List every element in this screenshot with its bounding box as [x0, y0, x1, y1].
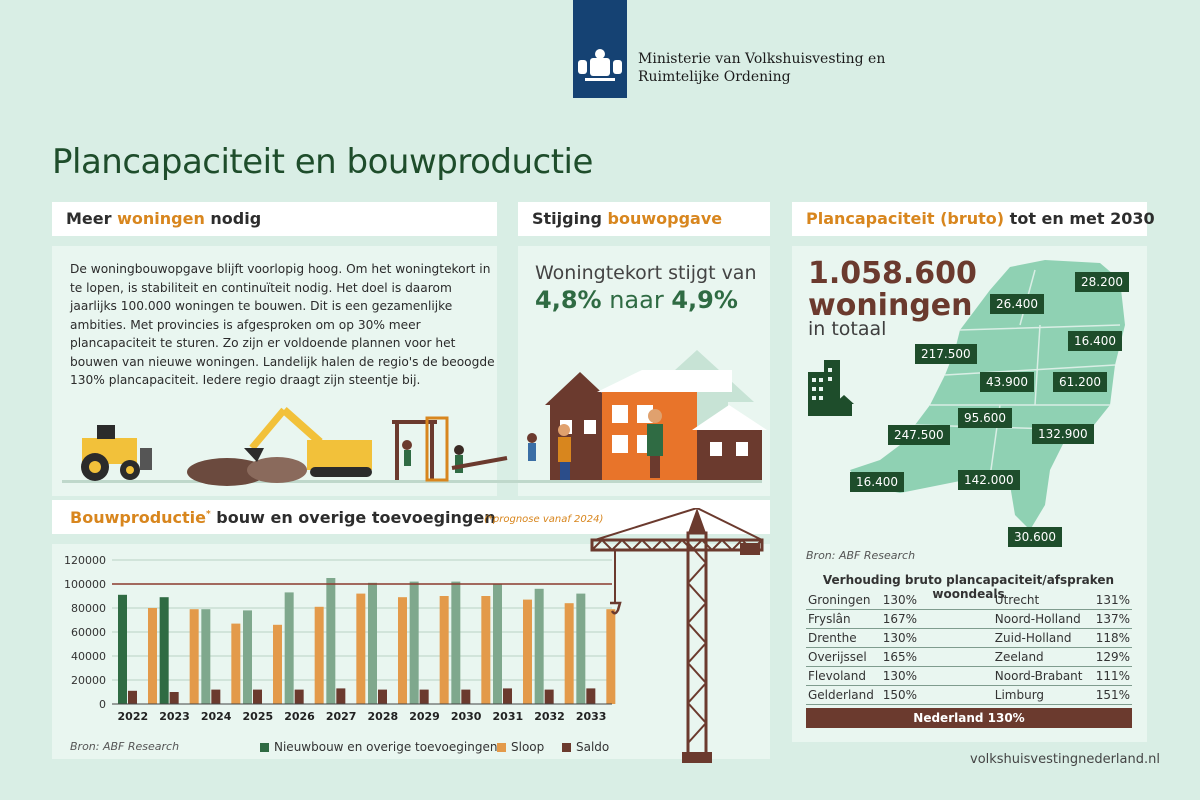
- title-text: nodig: [204, 209, 262, 228]
- bar-saldo: [211, 690, 220, 704]
- province-name: Limburg: [993, 686, 1091, 705]
- bar-sloop: [440, 596, 449, 704]
- x-tick-label: 2025: [242, 710, 274, 723]
- bar-saldo: [503, 688, 512, 704]
- title-text: tot en met 2030: [1004, 209, 1155, 228]
- bar-saldo: [336, 688, 345, 704]
- map-label-noord-brabant: 142.000: [958, 470, 1020, 490]
- page-title: Plancapaciteit en bouwproductie: [52, 142, 593, 182]
- map-label-overijssel: 61.200: [1053, 372, 1107, 392]
- bar-nieuwbouw: [160, 597, 169, 704]
- tractor-icon: [81, 425, 152, 481]
- province-ratio: 151%: [1091, 686, 1132, 705]
- bar-saldo: [378, 690, 387, 704]
- x-tick-label: 2030: [450, 710, 482, 723]
- trend-from: 4,8%: [535, 286, 602, 314]
- province-ratio: 130%: [881, 591, 993, 610]
- x-tick-label: 2033: [575, 710, 607, 723]
- bar-nieuwbouw: [118, 595, 127, 704]
- x-tick-label: 2022: [117, 710, 149, 723]
- province-name: Fryslân: [806, 610, 881, 629]
- government-logo: [573, 0, 627, 98]
- y-tick-label: 100000: [64, 578, 106, 591]
- province-name: Gelderland: [806, 686, 881, 705]
- province-ratio: 118%: [1091, 629, 1132, 648]
- province-ratio: 111%: [1091, 667, 1132, 686]
- section-title-bouwopgave: [518, 202, 770, 236]
- x-tick-label: 2027: [325, 710, 357, 723]
- ratio-table-title: Verhouding bruto plancapaciteit/afspraken woondeals: [822, 573, 1115, 601]
- province-name: Utrecht: [993, 591, 1091, 610]
- province-name: Drenthe: [806, 629, 881, 648]
- ratio-row: [806, 591, 1132, 610]
- province-ratio: 129%: [1091, 648, 1132, 667]
- trend-text: Woningtekort stijgt van: [535, 262, 757, 284]
- coat-of-arms-icon: [573, 0, 627, 98]
- trend-naar: naar: [609, 286, 664, 314]
- title-text: Meer: [66, 209, 118, 228]
- province-ratio: 137%: [1091, 610, 1132, 629]
- map-label-zuid-holland: 247.500: [888, 425, 950, 445]
- ministry-line-1: Ministerie van Volkshuisvesting en: [638, 51, 886, 67]
- bar-sloop: [190, 609, 199, 704]
- legend-item-nieuwbouw: [260, 740, 497, 754]
- footer-url[interactable]: volkshuisvestingnederland.nl: [970, 752, 1160, 767]
- y-tick-label: 120000: [64, 554, 106, 567]
- bouwproductie-chart: [52, 544, 632, 732]
- x-tick-label: 2026: [284, 710, 315, 723]
- province-name: Overijssel: [806, 648, 881, 667]
- x-tick-label: 2029: [409, 710, 440, 723]
- legend-item-sloop: [497, 740, 544, 754]
- bar-nieuwbouw: [410, 582, 419, 704]
- total-number: 1.058.600: [808, 256, 977, 291]
- ministry-name: [638, 50, 885, 86]
- bar-nieuwbouw: [285, 592, 294, 704]
- ratio-row: [806, 686, 1132, 705]
- total-unit: woningen: [808, 288, 973, 323]
- title-text: bouw en overige toevoegingen: [210, 508, 496, 527]
- province-ratio: 130%: [881, 629, 993, 648]
- bar-sloop: [315, 607, 324, 704]
- bar-saldo: [545, 690, 554, 704]
- map-label-drenthe: 16.400: [1068, 331, 1122, 351]
- map-label-limburg: 30.600: [1008, 527, 1062, 547]
- province-name: Flevoland: [806, 667, 881, 686]
- bar-nieuwbouw: [368, 583, 377, 704]
- map-source: Bron: ABF Research: [806, 549, 916, 562]
- bar-nieuwbouw: [535, 589, 544, 704]
- bar-saldo: [253, 690, 262, 704]
- chart-title: [70, 508, 496, 527]
- trend-to: 4,9%: [671, 286, 738, 314]
- map-label-flevoland: 43.900: [980, 372, 1034, 392]
- bar-sloop: [148, 608, 157, 704]
- province-name: Groningen: [806, 591, 881, 610]
- bar-nieuwbouw: [201, 609, 210, 704]
- chart-source: Bron: ABF Research: [70, 740, 180, 753]
- bar-sloop: [398, 597, 407, 704]
- bar-nieuwbouw: [493, 584, 502, 704]
- y-tick-label: 40000: [71, 650, 106, 663]
- bar-sloop: [273, 625, 282, 704]
- legend-label: Saldo: [576, 740, 610, 754]
- y-tick-label: 0: [99, 698, 106, 711]
- legend-swatch: [260, 743, 269, 752]
- crane-icon: [590, 508, 770, 763]
- province-ratio: 130%: [881, 667, 993, 686]
- playground-icon: [392, 418, 537, 480]
- trend-values: [535, 286, 738, 314]
- title-highlight: bouwopgave: [607, 209, 723, 228]
- province-name: Noord-Brabant: [993, 667, 1091, 686]
- map-label-groningen: 28.200: [1075, 272, 1129, 292]
- map-label-friesland: 26.400: [990, 294, 1044, 314]
- bar-nieuwbouw: [576, 594, 585, 704]
- bar-sloop: [523, 600, 532, 704]
- ratio-table: [806, 591, 1132, 705]
- province-ratio: 165%: [881, 648, 993, 667]
- chart-note: (*prognose vanaf 2024): [484, 514, 604, 525]
- intro-text: De woningbouwopgave blijft voorlopig hoog. Om het woningtekort in te lopen, is stabiliteit en continuïteit nodig. Het doel is daarom jaarlijks 100.000 woningen te bouwen. Dit is een gezamenlijke ambities. Met provincies is afgesproken om op 30% meer plancapaciteit te sturen. Zo zijn er voldoende plannen voor het bouwen van nieuwe woningen. Landelijk halen de regio's de beoogde 130% plancapaciteit. Iedere regio draagt zijn steentje bij.: [70, 262, 495, 387]
- ratio-row: [806, 648, 1132, 667]
- bar-saldo: [295, 690, 304, 704]
- total-suffix: in totaal: [808, 318, 887, 340]
- x-tick-label: 2024: [200, 710, 232, 723]
- bar-nieuwbouw: [451, 582, 460, 704]
- legend-item-saldo: [562, 740, 609, 754]
- total-housing: [808, 258, 977, 322]
- bar-sloop: [565, 603, 574, 704]
- ratio-row: [806, 610, 1132, 629]
- legend-label: Sloop: [511, 740, 545, 754]
- x-tick-label: 2023: [159, 710, 190, 723]
- ratio-total: Nederland 130%: [806, 708, 1132, 728]
- section-title-woningen: [52, 202, 497, 236]
- buildings-icon: [806, 360, 856, 418]
- title-text: Stijging: [532, 209, 608, 228]
- legend-swatch: [497, 743, 506, 752]
- y-tick-label: 60000: [71, 626, 106, 639]
- province-name: Noord-Holland: [993, 610, 1091, 629]
- bar-saldo: [128, 691, 137, 704]
- title-highlight: woningen: [117, 209, 205, 228]
- title-highlight: Plancapaciteit (bruto): [806, 209, 1005, 228]
- bar-sloop: [481, 596, 490, 704]
- x-tick-label: 2031: [492, 710, 524, 723]
- bar-sloop: [356, 594, 365, 704]
- legend-label: Nieuwbouw en overige toevoegingen: [274, 740, 498, 754]
- legend-swatch: [562, 743, 571, 752]
- province-ratio: 167%: [881, 610, 993, 629]
- bar-nieuwbouw: [326, 578, 335, 704]
- title-highlight: Bouwproductie: [70, 508, 207, 527]
- title-star: *: [206, 509, 211, 520]
- y-tick-label: 80000: [71, 602, 106, 615]
- ratio-row: [806, 629, 1132, 648]
- province-ratio: 150%: [881, 686, 993, 705]
- province-name: Zeeland: [993, 648, 1091, 667]
- x-tick-label: 2032: [534, 710, 565, 723]
- province-name: Zuid-Holland: [993, 629, 1091, 648]
- province-ratio: 131%: [1091, 591, 1132, 610]
- y-tick-label: 20000: [71, 674, 106, 687]
- bar-sloop: [231, 624, 240, 704]
- map-label-noord-holland: 217.500: [915, 344, 977, 364]
- bar-saldo: [461, 690, 470, 704]
- bar-saldo: [420, 690, 429, 704]
- bar-nieuwbouw: [243, 610, 252, 704]
- x-tick-label: 2028: [367, 710, 399, 723]
- bar-saldo: [170, 692, 179, 704]
- section-title-plancapaciteit: [792, 202, 1155, 236]
- map-label-gelderland: 132.900: [1032, 424, 1094, 444]
- construction-illustration: [52, 330, 772, 500]
- ministry-line-2: Ruimtelijke Ordening: [638, 69, 791, 85]
- ratio-row: [806, 667, 1132, 686]
- map-label-utrecht: 95.600: [958, 408, 1012, 428]
- map-label-zeeland: 16.400: [850, 472, 904, 492]
